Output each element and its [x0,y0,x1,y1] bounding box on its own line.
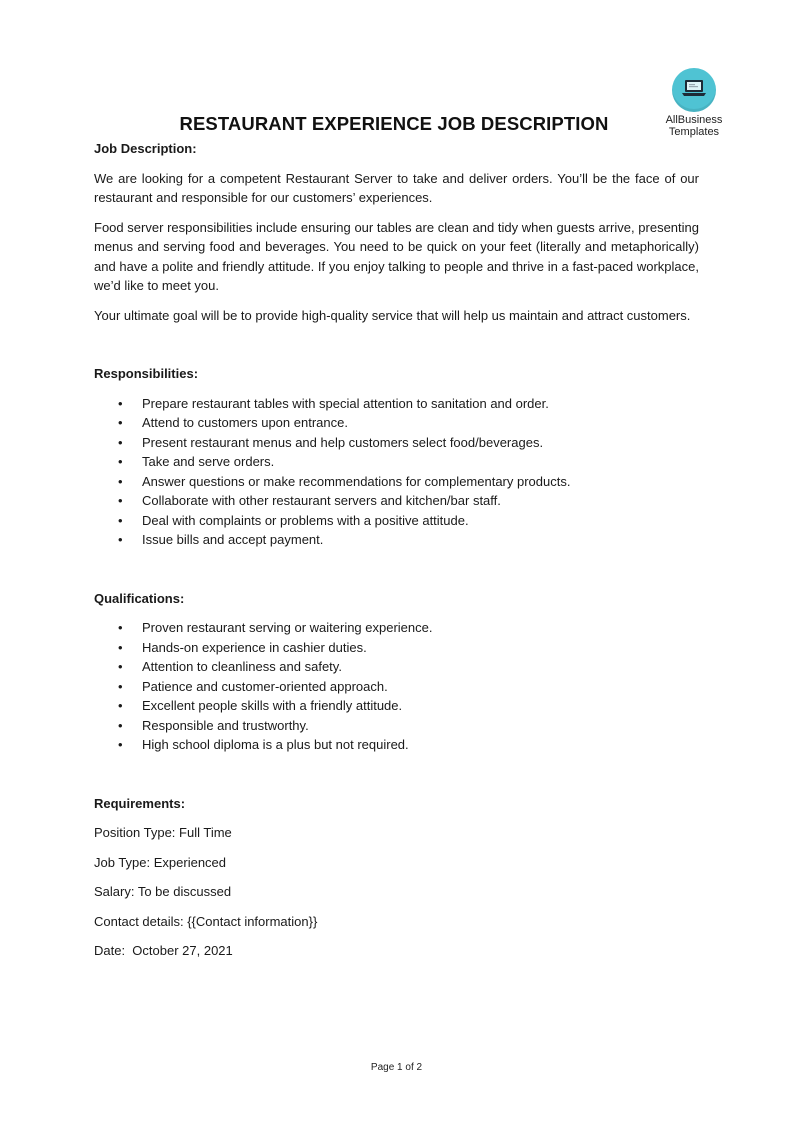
list-item [94,638,699,658]
job-description-paragraph-1: We are looking for a competent Restaurant Server to take and deliver orders. You’ll be the face of our restaurant and responsible for our customers’ experiences. [94,170,699,205]
bullet-icon: • [118,639,123,655]
list-item [94,530,699,550]
bullet-icon: • [118,698,123,713]
bullet-icon: • [118,737,123,752]
bullet-icon: • [118,512,123,528]
logo-line-1: AllBusiness [665,114,723,126]
list-item-text: Proven restaurant serving or waitering experience. [142,620,433,635]
list-item-text: Deal with complaints or problems with a positive attitude. [142,512,469,528]
page-number: Page 1 of 2 [370,1062,423,1073]
list-item-text: Present restaurant menus and help customers select food/beverages. [142,434,544,450]
list-item [94,618,699,638]
bullet-icon: • [118,415,123,430]
list-item-text: Answer questions or make recommendations for complementary products. [142,473,571,489]
qualifications-heading: Qualifications: [94,590,185,606]
list-item-text: Issue bills and accept payment. [142,532,324,547]
list-item [94,657,699,677]
bullet-icon: • [118,717,123,733]
bullet-icon: • [118,532,123,547]
list-item-text: Attention to cleanliness and safety. [142,659,342,674]
requirement-contact-details: Contact details: {{Contact information}} [94,913,318,929]
list-item [94,716,699,736]
list-item [94,677,699,697]
document-body [94,139,699,961]
list-item-text: Responsible and trustworthy. [142,717,309,733]
list-item [94,511,699,531]
bullet-icon: • [118,395,123,411]
logo-line-2: Templates [668,126,720,138]
job-description-paragraph-2: Food server responsibilities include ensuring our tables are clean and tidy when guests arrive, presenting menus and serving food and beverages. You need to be quick on your feet (literally and metaphorically) and have a polite and friendly attitude. If you enjoy talking to people and thrive in a fast-paced workplace, we’d like to meet you. [94,219,699,293]
bullet-icon: • [118,620,123,635]
list-item [94,394,699,414]
job-description-paragraph-3: Your ultimate goal will be to provide high-quality service that will help us maintain and attract customers. [94,307,691,323]
list-item [94,452,699,472]
bullet-icon: • [118,473,123,489]
responsibilities-heading: Responsibilities: [94,366,199,381]
list-item-text: Prepare restaurant tables with special attention to sanitation and order. [142,395,549,411]
list-item [94,735,699,755]
list-item [94,472,699,492]
list-item [94,433,699,453]
qualifications-list [94,618,699,755]
list-item-text: Excellent people skills with a friendly attitude. [142,698,403,713]
bullet-icon: • [118,659,123,674]
list-item-text: Hands-on experience in cashier duties. [142,639,367,655]
requirement-position-type: Position Type: Full Time [94,825,232,840]
job-description-heading: Job Description: [94,141,197,156]
list-item [94,696,699,716]
bullet-icon: • [118,434,123,450]
document-title: RESTAURANT EXPERIENCE JOB DESCRIPTION [179,113,609,134]
list-item-text: Attend to customers upon entrance. [142,415,348,430]
bullet-icon: • [118,678,123,694]
requirement-date: Date: October 27, 2021 [94,943,233,958]
bullet-icon: • [118,493,123,508]
bullet-icon: • [118,454,123,469]
list-item-text: Take and serve orders. [142,454,275,469]
requirement-salary: Salary: To be discussed [94,884,232,899]
list-item [94,413,699,433]
requirement-job-type: Job Type: Experienced [94,854,227,870]
responsibilities-list [94,394,699,550]
list-item-text: High school diploma is a plus but not required. [142,737,409,752]
list-item [94,491,699,511]
laptop-icon [672,68,716,112]
list-item-text: Patience and customer-oriented approach. [142,678,388,694]
list-item-text: Collaborate with other restaurant servers and kitchen/bar staff. [142,493,501,508]
requirements-heading: Requirements: [94,795,186,811]
